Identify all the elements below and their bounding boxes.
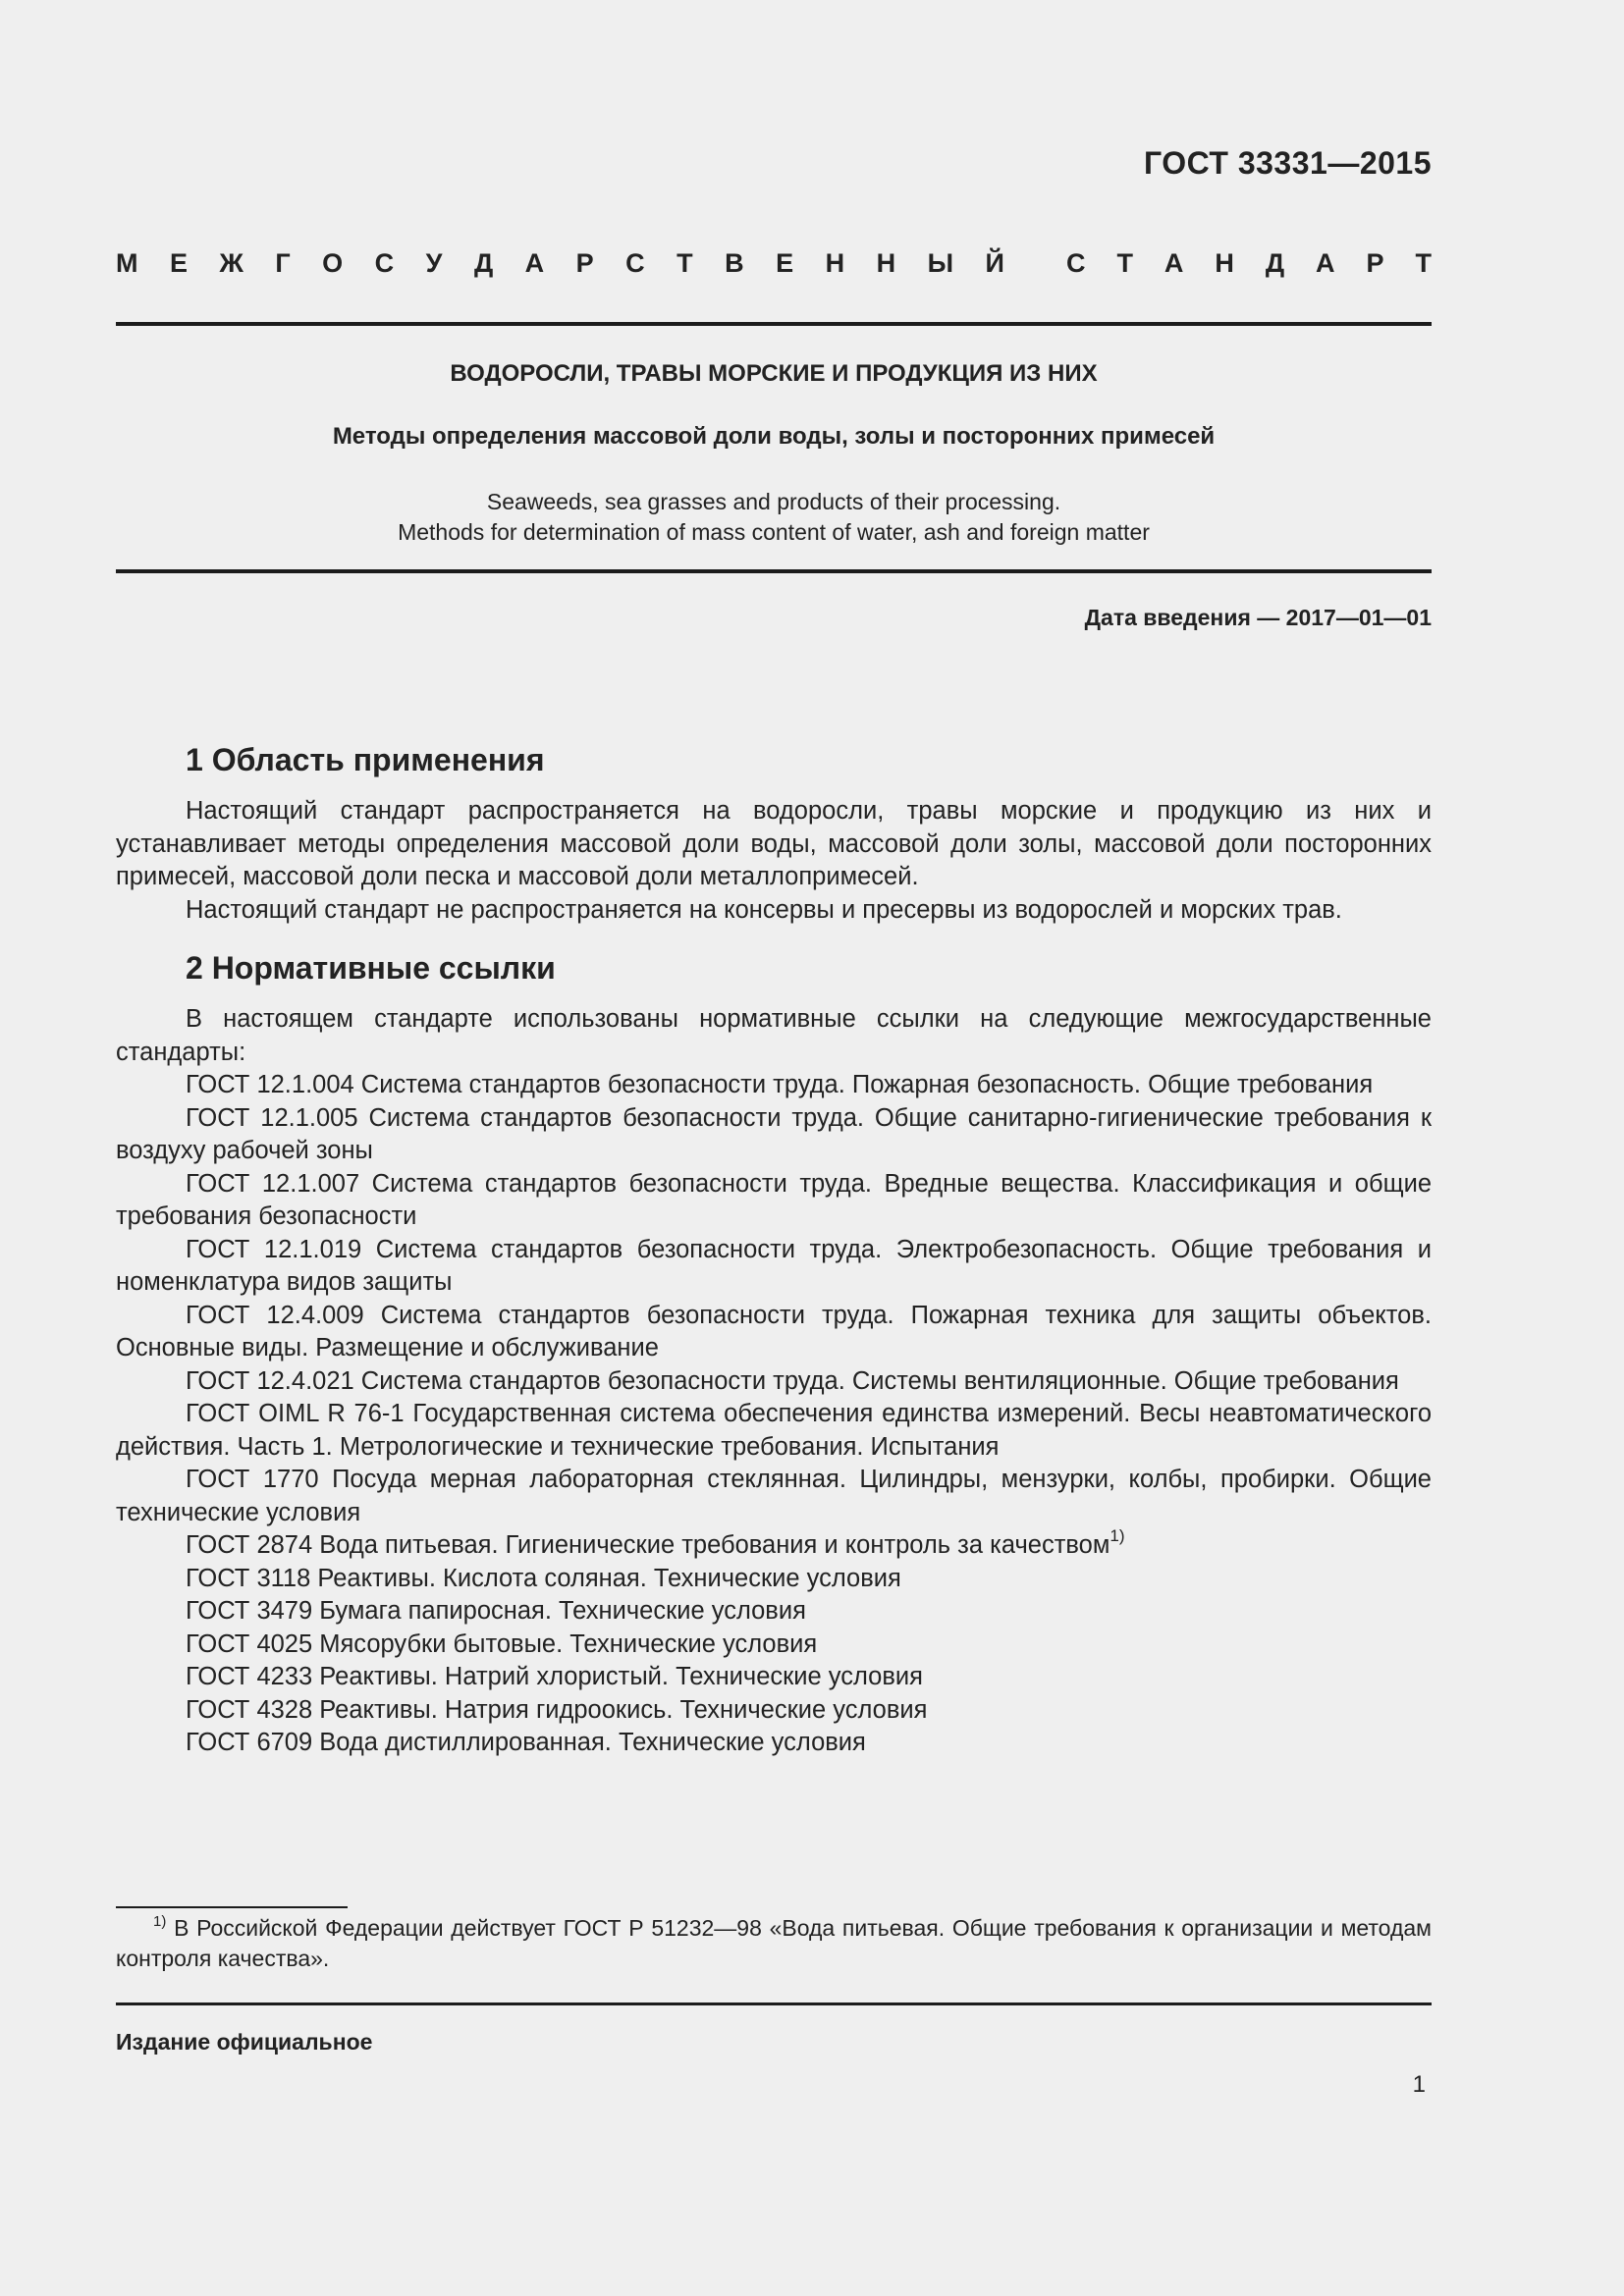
standard-banner: [116, 248, 1432, 279]
banner-word-interstate: М Е Ж Г О С У Д А Р С Т В Е Н Н Ы Й: [116, 248, 1004, 278]
reference-item-text: ГОСТ 2874 Вода питьевая. Гигиенические требования и контроль за качеством: [186, 1531, 1110, 1559]
reference-item: ГОСТ 1770 Посуда мерная лабораторная стеклянная. Цилиндры, мензурки, колбы, пробирки. Общие технические условия: [116, 1466, 1432, 1526]
footnote-separator: [116, 1906, 348, 1908]
header-rule: [116, 322, 1432, 326]
reference-item: ГОСТ 3479 Бумага папиросная. Технические условия: [186, 1597, 806, 1625]
reference-item: ГОСТ 4025 Мясорубки бытовые. Технические условия: [186, 1629, 818, 1658]
scope-paragraph: Настоящий стандарт распространяется на водоросли, травы морские и продукцию из них и устанавливает методы определения массовой доли воды, массовой доли золы, массовой доли посторонних примесей, массовой доли песка и массовой доли металлопримесей.: [116, 797, 1432, 890]
document-number: ГОСТ 33331—2015: [1143, 145, 1432, 181]
introduction-date: Дата введения — 2017—01—01: [1084, 605, 1432, 630]
scope-paragraph: Настоящий стандарт не распространяется на консервы и пресервы из водорослей и морских трав.: [186, 895, 1342, 924]
reference-item: ГОСТ 4328 Реактивы. Натрия гидроокись. Технические условия: [186, 1695, 928, 1724]
english-title-line-2: Methods for determination of mass content of water, ash and foreign matter: [398, 519, 1150, 545]
english-title-line-1: Seaweeds, sea grasses and products of their processing.: [486, 489, 1061, 514]
reference-item: ГОСТ 6709 Вода дистиллированная. Технические условия: [186, 1729, 866, 1756]
reference-item: ГОСТ 12.1.004 Система стандартов безопасности труда. Пожарная безопасность. Общие требования: [186, 1071, 1374, 1098]
footnote-reference-mark: 1): [1110, 1526, 1125, 1545]
official-edition-label: Издание официальное: [116, 2029, 373, 2055]
document-page: [116, 0, 1432, 2296]
document-title: ВОДОРОСЛИ, ТРАВЫ МОРСКИЕ И ПРОДУКЦИЯ ИЗ НИХ: [450, 360, 1098, 387]
reference-item: ГОСТ 3118 Реактивы. Кислота соляная. Технические условия: [186, 1564, 901, 1592]
section-heading-scope: 1 Область применения: [186, 742, 545, 777]
banner-word-standard: С Т А Н Д А Р Т: [1066, 248, 1432, 278]
reference-item: ГОСТ 4233 Реактивы. Натрий хлористый. Технические условия: [186, 1663, 923, 1690]
footnote-text: В Российской Федерации действует ГОСТ Р 51232—98 «Вода питьевая. Общие требования к организации и методам контроля качества».: [116, 1915, 1432, 1971]
document-body: [116, 738, 1432, 1760]
reference-item: ГОСТ OIML R 76-1 Государственная система обеспечения единства измерений. Весы неавтоматического действия. Часть 1. Метрологические и технические требования. Испытания: [116, 1400, 1432, 1461]
footnote: [116, 1913, 1432, 1974]
footnote-mark: 1): [153, 1913, 167, 1930]
english-title: [116, 487, 1432, 548]
reference-item: ГОСТ 12.4.021 Система стандартов безопасности труда. Системы вентиляционные. Общие требования: [186, 1366, 1399, 1395]
reference-item: ГОСТ 12.1.007 Система стандартов безопасности труда. Вредные вещества. Классификация и общие требования безопасности: [116, 1169, 1432, 1230]
title-rule: [116, 569, 1432, 573]
reference-item: ГОСТ 12.1.019 Система стандартов безопасности труда. Электробезопасность. Общие требования и номенклатура видов защиты: [116, 1235, 1432, 1296]
references-list: [116, 1003, 1432, 1760]
document-subtitle: Методы определения массовой доли воды, золы и посторонних примесей: [332, 423, 1216, 450]
reference-item: ГОСТ 12.4.009 Система стандартов безопасности труда. Пожарная техника для защиты объектов. Основные виды. Размещение и обслуживание: [116, 1301, 1432, 1362]
section-heading-normative-references: 2 Нормативные ссылки: [186, 950, 556, 986]
footer-rule: [116, 2002, 1432, 2005]
references-intro: В настоящем стандарте использованы нормативные ссылки на следующие межгосударственные стандарты:: [116, 1005, 1432, 1066]
page-number: 1: [1412, 2071, 1426, 2098]
reference-item: ГОСТ 12.1.005 Система стандартов безопасности труда. Общие санитарно-гигиенические требования к воздуху рабочей зоны: [116, 1103, 1432, 1164]
reference-item: [116, 1526, 1432, 1563]
